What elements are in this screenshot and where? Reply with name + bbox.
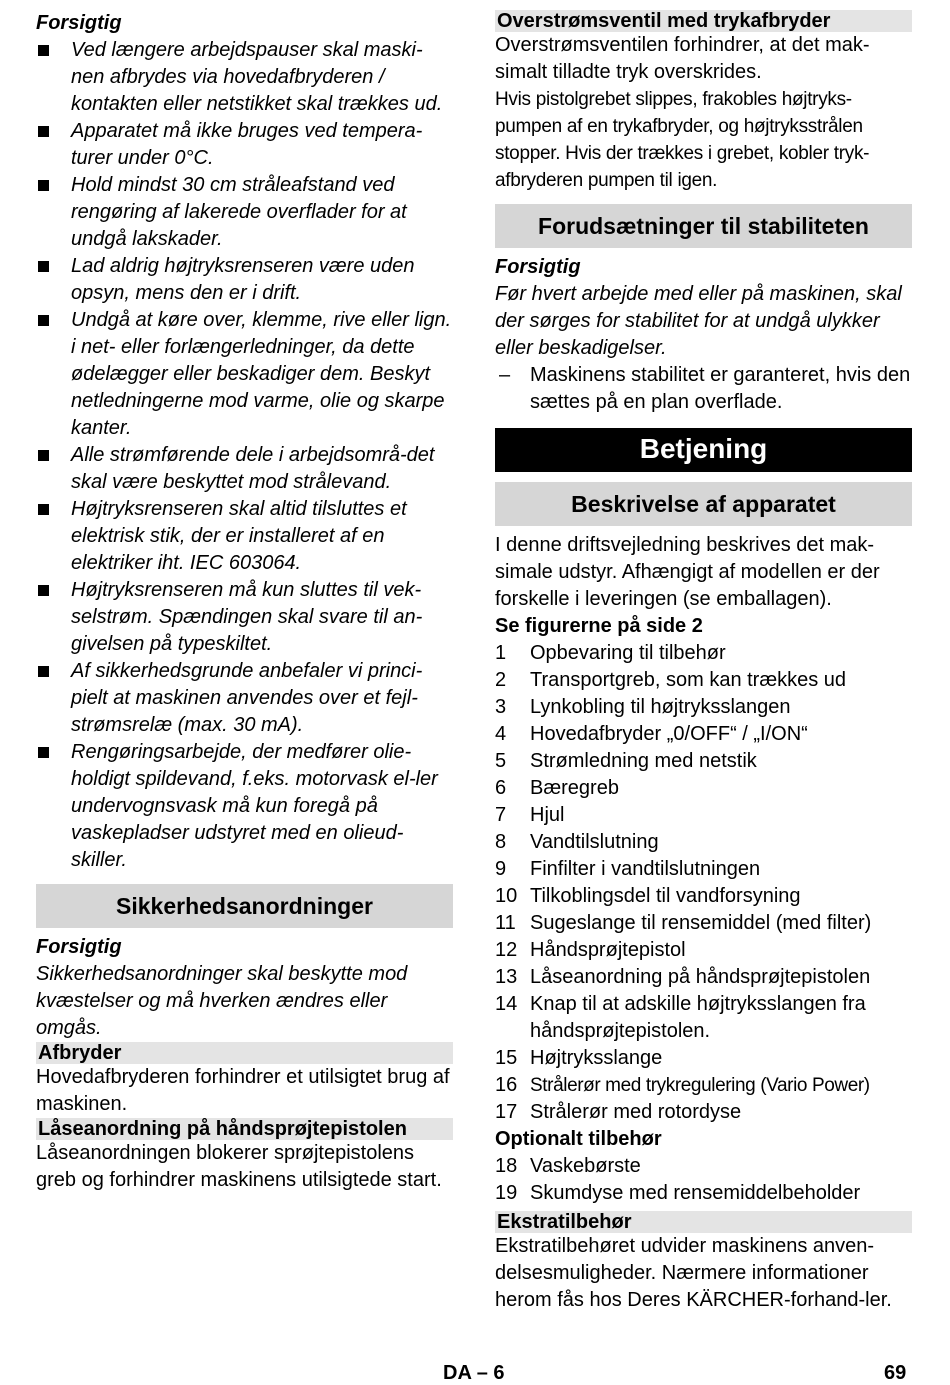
see-figures-heading: Se figurerne på side 2 — [495, 615, 703, 637]
list-item: Apparatet må ikke bruges ved tempera-turer under 0°C. — [36, 118, 453, 172]
list-item: 6 Bæregreb — [495, 777, 619, 799]
overflow-text-2: Hvis pistolgrebet slippes, frakobles højtryks-pumpen af en trykafbryder, og højtryksstrålen stopper. Hvis der trækkes i grebet, kobler tryk-afbryderen pumpen til igen. — [495, 89, 870, 191]
list-item: Hold mindst 30 cm stråleafstand ved rengøring af lakerede overflader for at undgå lakskader. — [36, 172, 453, 253]
page-number: 69 — [884, 1362, 907, 1384]
list-item: 10 Tilkoblingsdel til vandforsyning — [495, 885, 801, 907]
bullet-square-icon — [38, 45, 49, 56]
list-item: Lad aldrig højtryksrenseren være uden opsyn, mens den er i drift. — [36, 253, 453, 307]
bullet-square-icon — [38, 261, 49, 272]
switch-subtitle: Afbryder — [36, 1042, 453, 1064]
list-item: 4 Hovedafbryder „0/OFF“ / „I/ON“ — [495, 723, 808, 745]
overflow-text: Overstrømsventilen forhindrer, at det mak-simalt tilladte tryk overskrides. — [495, 34, 870, 83]
page-label: DA – 6 — [443, 1362, 505, 1384]
list-item: 1 Opbevaring til tilbehør — [495, 642, 726, 664]
bullet-square-icon — [38, 747, 49, 758]
list-item: 16 Strålerør med trykregulering (Vario Power) — [495, 1074, 870, 1096]
safety-bullet-list — [36, 37, 453, 874]
list-item: 5 Strømledning med netstik — [495, 750, 757, 772]
stability-caution-heading: Forsigtig — [495, 256, 581, 278]
list-item: Alle strømførende dele i arbejdsområ-det skal være beskyttet mod strålevand. — [36, 442, 453, 496]
list-item: 11 Sugeslange til rensemiddel (med filter) — [495, 912, 872, 934]
description-section-title: Beskrivelse af apparatet — [495, 482, 912, 526]
safety-devices-section-title: Sikkerhedsanordninger — [36, 884, 453, 928]
list-item: 19 Skumdyse med rensemiddelbeholder — [495, 1182, 861, 1204]
optional-parts-list — [495, 1153, 912, 1207]
lock-text: Låseanordningen blokerer sprøjtepistolens greb og forhindrer maskinens utilsigtede start. — [36, 1142, 442, 1191]
right-column — [495, 10, 912, 1314]
description-text: I denne driftsvejledning beskrives det mak-simale udstyr. Afhængigt af modellen er der forskelle i leveringen (se emballagen). — [495, 534, 880, 610]
list-item: Ved længere arbejdspauser skal maski-nen afbrydes via hovedafbryderen / kontakten eller netstikket skal trækkes ud. — [36, 37, 453, 118]
list-item: 18 Vaskebørste — [495, 1155, 641, 1177]
bullet-square-icon — [38, 180, 49, 191]
stability-text: Før hvert arbejde med eller på maskinen, skal der sørges for stabilitet for at undgå ulykker eller beskadigelser. — [495, 283, 902, 359]
list-item: 3 Lynkobling til højtryksslangen — [495, 696, 791, 718]
bullet-square-icon — [38, 315, 49, 326]
list-item: Undgå at køre over, klemme, rive eller lign. i net- eller forlængerledninger, da dette ødelægger eller beskadiger dem. Beskyt netledningerne mod varme, olie og skarpe kanter. — [36, 307, 453, 442]
left-column — [36, 10, 453, 1194]
lock-subtitle: Låseanordning på håndsprøjtepistolen — [36, 1118, 453, 1140]
operation-chapter-title: Betjening — [495, 428, 912, 472]
list-item: Rengøringsarbejde, der medfører olie-holdigt spildevand, f.eks. motorvask el-ler undervognsvask må kun foregå på vaskepladser udstyret med en olieud-skiller. — [36, 739, 453, 874]
list-item: 15 Højtryksslange — [495, 1047, 663, 1069]
list-item: – Maskinens stabilitet er garanteret, hvis den sættes på en plan overflade. — [499, 364, 911, 413]
list-item: Af sikkerhedsgrunde anbefaler vi princi-pielt at maskinen anvendes over et fejl-strømsrelæ (max. 30 mA). — [36, 658, 453, 739]
list-item: Højtryksrenseren skal altid tilsluttes et elektrisk stik, der er installeret af en elektriker iht. IEC 603064. — [36, 496, 453, 577]
switch-text: Hovedafbryderen forhindrer et utilsigtet brug af maskinen. — [36, 1066, 450, 1115]
bullet-square-icon — [38, 585, 49, 596]
list-item: Højtryksrenseren må kun sluttes til vek-selstrøm. Spændingen skal svare til an-givelsen på typeskiltet. — [36, 577, 453, 658]
list-item: 13 Låseanordning på håndsprøjtepistolen — [495, 966, 871, 988]
list-item: 7 Hjul — [495, 804, 565, 826]
overflow-valve-subtitle: Overstrømsventil med trykafbryder — [495, 10, 912, 32]
list-item: 14 Knap til at adskille højtryksslangen fra håndsprøjtepistolen. — [495, 993, 866, 1042]
extra-accessories-text: Ekstratilbehøret udvider maskinens anven-delsesmuligheder. Nærmere informationer herom fås hos Deres KÄRCHER-forhand-ler. — [495, 1235, 892, 1311]
bullet-square-icon — [38, 666, 49, 677]
list-item: 12 Håndsprøjtepistol — [495, 939, 686, 961]
parts-list — [495, 640, 912, 1126]
stability-section-title: Forudsætninger til stabiliteten — [495, 204, 912, 248]
dash-marker: – — [499, 364, 511, 386]
list-item: 2 Transportgreb, som kan trækkes ud — [495, 669, 847, 691]
bullet-square-icon — [38, 450, 49, 461]
safety-text: Sikkerhedsanordninger skal beskytte mod kvæstelser og må hverken ændres eller omgås. — [36, 963, 408, 1039]
list-item: 9 Finfilter i vandtilslutningen — [495, 858, 761, 880]
optional-accessories-heading: Optionalt tilbehør — [495, 1128, 662, 1150]
list-item: 17 Strålerør med rotordyse — [495, 1101, 742, 1123]
bullet-square-icon — [38, 504, 49, 515]
bullet-square-icon — [38, 126, 49, 137]
safety-caution-heading: Forsigtig — [36, 936, 122, 958]
list-item: 8 Vandtilslutning — [495, 831, 659, 853]
extra-accessories-subtitle: Ekstratilbehør — [495, 1211, 912, 1233]
caution-heading: Forsigtig — [36, 12, 122, 34]
